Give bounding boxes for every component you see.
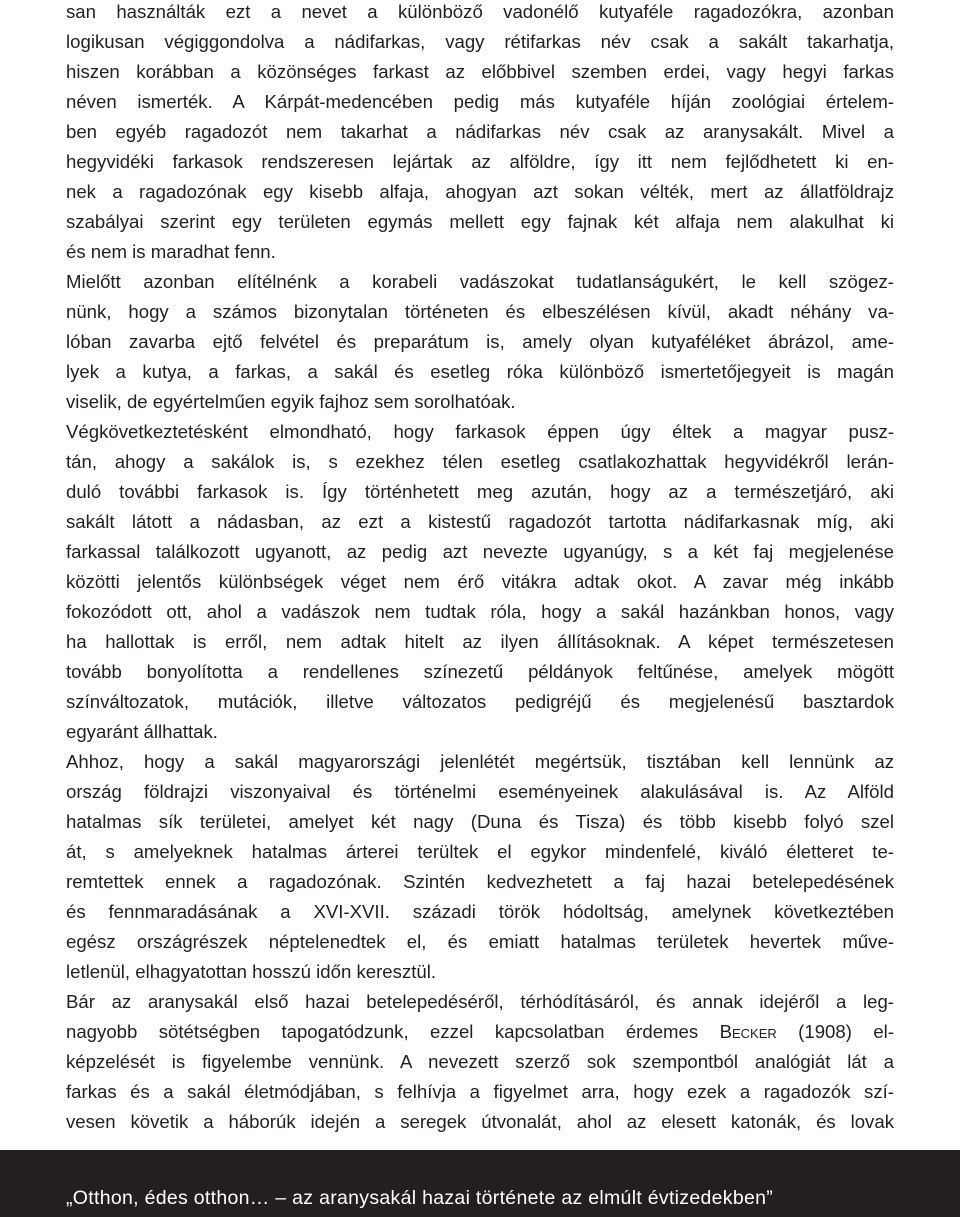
text-line: logikusan végiggondolva a nádifarkas, vagy rétifarkas név csak a sakált takarhatja, [66,31,894,52]
text-line: közötti jelentős különbségek véget nem érő vitákra adtak okot. A zavar még inkább [66,571,894,592]
text-segment: nagyobb sötétségben tapogatódzunk, ezzel kapcsolatban érdemes [66,1021,720,1042]
text-line: ben egyéb ragadozót nem takarhat a nádifarkas név csak az aranysakált. Mivel a [66,121,894,142]
text-line: farkassal találkozott ugyanott, az pedig azt nevezte ugyanúgy, s a két faj megjelenése [66,541,894,562]
text-line: remtettek ennek a ragadozónak. Szintén kedvezhetett a faj hazai betelepedésének [66,871,894,892]
text-line: képzelését is figyelembe vennünk. A nevezett szerző sok szempontból analógiát lát a [66,1051,894,1072]
text-line: és nem is maradhat fenn. [66,241,276,262]
text-line: egyaránt állhattak. [66,721,218,742]
text-line: letlenül, elhagyatottan hosszú időn keresztül. [66,961,437,982]
text-line: Bár az aranysakál első hazai betelepedéséről, térhódításáról, és annak idejéről a leg- [66,991,894,1012]
text-segment: (1908) el- [776,1021,895,1042]
text-line: Mielőtt azonban elítélnénk a korabeli vadászokat tudatlanságukért, le kell szögez- [66,271,894,292]
text-line: fokozódott ott, ahol a vadászok nem tudtak róla, hogy a sakál hazánkban honos, vagy [66,601,894,622]
text-line: át, s amelyeknek hatalmas árterei terültek el egykor mindenfelé, kiváló életteret te- [66,841,894,862]
author-name: Becker [719,1021,777,1042]
text-line: nünk, hogy a számos bizonytalan történeten és elbeszélésen kívül, akadt néhány va- [66,301,894,322]
text-line: sakált látott a nádasban, az ezt a kistestű ragadozót tartotta nádifarkasnak míg, aki [66,511,894,532]
text-line: viselik, de egyértelműen egyik fajhoz sem sorolhatóak. [66,391,516,412]
text-line: és fennmaradásának a XVI-XVII. századi török hódoltság, amelynek következtében [66,901,894,922]
text-line: hiszen korábban a közönséges farkast az előbbivel szemben erdei, vagy hegyi farkas [66,61,894,82]
text-line: egész országrészek néptelenedtek el, és emiatt hatalmas területek hevertek műve- [66,931,894,952]
text-line: hegyvidéki farkasok rendszeresen lejártak az alföldre, így itt nem fejlődhetett ki en- [66,151,894,172]
text-line: tovább bonyolította a rendellenes színezetű példányok feltűnése, amelyek mögött [66,661,894,682]
text-line: nek a ragadozónak egy kisebb alfaja, ahogyan azt sokan vélték, mert az állatföldrajz [66,181,894,202]
text-line: tán, ahogy a sakálok is, s ezekhez télen esetleg csatlakozhattak hegyvidékről lerán- [66,451,894,472]
text-line-with-author [66,1017,894,1047]
text-line: Ahhoz, hogy a sakál magyarországi jelenlétét megértsük, tisztában kell lennünk az [66,751,894,772]
text-line: san használták ezt a nevet a különböző vadonélő kutyaféle ragadozókra, azonban [66,1,894,22]
text-line: vesen követik a háborúk idején a seregek útvonalát, ahol az elesett katonák, és lovak [66,1111,894,1132]
text-line: színváltozatok, mutációk, illetve változatos pedigréjű és megjelenésű basztardok [66,691,894,712]
text-line: ha hallottak is erről, nem adtak hitelt az ilyen állításoknak. A képet természetesen [66,631,894,652]
text-line: ország földrajzi viszonyaival és történelmi eseményeinek alakulásával is. Az Alföld [66,781,894,802]
text-line: néven ismerték. A Kárpát-medencében pedig más kutyaféle híján zoológiai értelem- [66,91,894,112]
text-line: farkas és a sakál életmódjában, s felhívja a figyelmet arra, hogy ezek a ragadozók szí- [66,1081,894,1102]
text-line: lyek a kutya, a farkas, a sakál és esetleg róka különböző ismertetőjegyeit is magán [66,361,894,382]
text-line: Végkövetkeztetésként elmondható, hogy farkasok éppen úgy éltek a magyar pusz- [66,421,894,442]
text-line: szabályai szerint egy területen egymás mellett egy fajnak két alfaja nem alakulhat ki [66,211,894,232]
text-line: lóban zavarba ejtő felvétel és preparátum is, amely olyan kutyaféléket ábrázol, ame- [66,331,894,352]
text-line: duló további farkasok is. Így történhetett meg azután, hogy az a természetjáró, aki [66,481,894,502]
running-footer-title: „Otthon, édes otthon… – az aranysakál hazai története az elmúlt évtizedekben” [66,1187,774,1209]
text-line: hatalmas sík területei, amelyet két nagy (Duna és Tisza) és több kisebb folyó szel [66,811,894,832]
